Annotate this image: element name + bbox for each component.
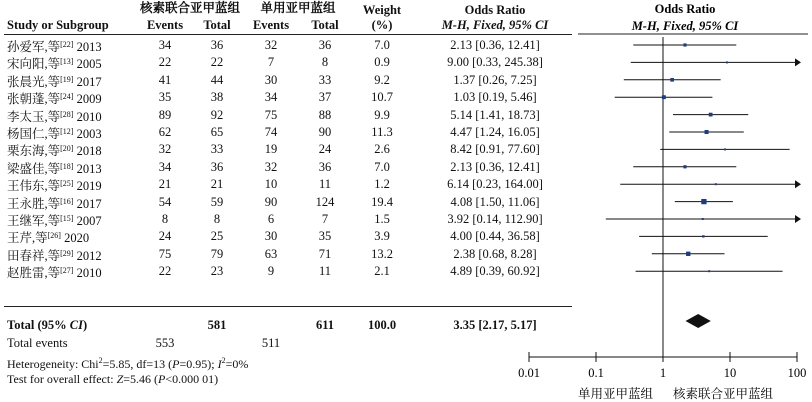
study-events-2: 32 <box>264 38 278 52</box>
study-year: 2003 <box>76 127 102 141</box>
weight-unit-header: (%) <box>371 18 393 32</box>
study-events-1: 32 <box>158 142 172 157</box>
ci-arrow <box>795 180 801 188</box>
study-author: 宋向阳,等 <box>7 57 61 72</box>
study-ci-text: 1.37 [0.26, 7.25] <box>453 72 537 87</box>
total-label: Total (95% CI) <box>7 318 88 332</box>
study-events-2: 6 <box>267 212 275 226</box>
study-events-2: 30 <box>264 72 278 87</box>
study-events-1: 41 <box>158 72 172 87</box>
study-author: 王继军,等 <box>7 214 61 228</box>
study-year: 2013 <box>76 40 102 54</box>
study-total-1: 38 <box>210 90 224 105</box>
study-events-2: 75 <box>264 107 278 122</box>
study-ci-text: 9.00 [0.33, 245.38] <box>447 55 543 70</box>
study-events-1: 35 <box>158 90 172 105</box>
study-author: 田春祥,等 <box>7 248 61 263</box>
study-author: 赵胜雷,等 <box>7 266 61 281</box>
study-point <box>670 78 674 82</box>
study-weight: 19.4 <box>371 194 393 209</box>
study-events-1: 89 <box>158 107 172 122</box>
total-events-e1: 553 <box>155 336 175 350</box>
study-point <box>702 235 704 237</box>
study-total-1: 36 <box>210 159 224 174</box>
study-events-1: 62 <box>158 125 172 139</box>
study-year: 2013 <box>76 161 102 176</box>
study-total-2: 124 <box>315 194 335 209</box>
study-total-1: 44 <box>210 72 224 87</box>
study-header: Study or Subgroup <box>7 18 109 32</box>
study-events-2: 19 <box>264 142 278 157</box>
study-author: 栗东海,等 <box>7 144 61 159</box>
or-header: Odds Ratio <box>464 3 526 17</box>
x-tick-label: 10 <box>723 366 737 380</box>
study-weight: 1.5 <box>374 212 390 226</box>
study-events-1: 54 <box>158 194 172 209</box>
study-ci-text: 4.89 [0.39, 60.92] <box>450 264 540 279</box>
study-events-1: 75 <box>158 246 172 261</box>
total-t1: 581 <box>207 318 227 332</box>
study-ref: [16] <box>60 196 74 206</box>
study-total-1: 23 <box>210 264 224 279</box>
study-ref: [27] <box>60 266 74 276</box>
or-method-header: M-H, Fixed, 95% CI <box>441 18 549 32</box>
study-events-2: 74 <box>264 125 278 139</box>
study-events-2: 32 <box>264 159 278 174</box>
study-events-1: 24 <box>158 229 172 244</box>
study-author: 张晨光,等 <box>7 74 61 89</box>
study-weight: 2.1 <box>374 264 390 279</box>
study-ref: [24] <box>60 92 74 102</box>
study-point <box>683 165 686 168</box>
group1-header: 核素联合亚甲蓝组 <box>139 1 240 15</box>
study-total-1: 22 <box>210 55 224 70</box>
study-point <box>701 199 706 204</box>
plot-title: Odds Ratio <box>654 2 716 16</box>
study-total-1: 36 <box>210 38 224 52</box>
study-events-1: 22 <box>158 55 172 70</box>
study-ref: [29] <box>60 248 74 258</box>
study-ci-text: 4.00 [0.44, 36.58] <box>450 229 540 244</box>
study-events-1: 34 <box>158 159 172 174</box>
x-tick-label: 0.01 <box>518 366 540 380</box>
study-year: 2010 <box>76 109 102 124</box>
ci-arrow <box>795 215 801 223</box>
events1-header: Events <box>146 18 184 32</box>
study-point <box>705 130 709 134</box>
study-ci-text: 4.47 [1.24, 16.05] <box>450 125 540 139</box>
study-year: 2018 <box>76 144 102 159</box>
study-ci-text: 3.92 [0.14, 112.90] <box>447 212 543 226</box>
weight-header: Weight <box>362 3 402 17</box>
total-events-e2: 511 <box>261 336 281 350</box>
study-total-2: 90 <box>318 125 332 139</box>
study-weight: 11.3 <box>371 125 393 139</box>
total-ci-text: 3.35 [2.17, 5.17] <box>453 318 537 332</box>
study-ci-text: 1.03 [0.19, 5.46] <box>453 90 537 105</box>
study-total-2: 36 <box>318 38 332 52</box>
study-weight: 7.0 <box>374 159 390 174</box>
study-year: 2012 <box>76 248 102 263</box>
study-weight: 0.9 <box>374 55 390 70</box>
study-total-2: 36 <box>318 159 332 174</box>
study-weight: 9.9 <box>374 107 390 122</box>
study-weight: 9.2 <box>374 72 390 87</box>
study-year: 2017 <box>76 74 102 89</box>
study-point <box>709 113 713 117</box>
study-year: 2005 <box>76 57 102 72</box>
study-weight: 10.7 <box>371 90 393 105</box>
study-total-2: 71 <box>318 246 332 261</box>
study-author: 杨国仁,等 <box>7 127 61 141</box>
study-ci-text: 8.42 [0.91, 77.60] <box>450 142 540 157</box>
study-total-2: 33 <box>318 72 332 87</box>
study-events-2: 34 <box>264 90 278 105</box>
study-year: 2017 <box>76 196 102 211</box>
study-weight: 7.0 <box>374 38 390 52</box>
study-ci-text: 2.38 [0.68, 8.28] <box>453 246 537 261</box>
total2-header: Total <box>311 18 339 32</box>
study-ref: [20] <box>60 144 74 154</box>
study-ci-text: 4.08 [1.50, 11.06] <box>450 194 540 209</box>
plot-marks <box>518 37 806 401</box>
study-author: 王芹,等 <box>7 231 48 246</box>
study-events-1: 8 <box>161 212 169 226</box>
study-point <box>683 43 686 46</box>
study-ci-text: 6.14 [0.23, 164.00] <box>447 177 543 192</box>
study-ref: [26] <box>47 231 61 241</box>
study-total-1: 8 <box>213 212 221 226</box>
study-weight: 3.9 <box>374 229 390 244</box>
favours-right: 核素联合亚甲蓝组 <box>673 387 774 401</box>
study-total-1: 25 <box>210 229 224 244</box>
study-weight: 1.2 <box>374 177 390 192</box>
study-point <box>715 183 717 185</box>
study-events-1: 22 <box>158 264 172 279</box>
study-point <box>662 95 666 99</box>
study-year: 2010 <box>76 266 102 281</box>
study-total-2: 11 <box>318 264 332 279</box>
study-events-2: 10 <box>264 177 278 192</box>
study-events-2: 7 <box>267 55 275 70</box>
study-ref: [19] <box>60 74 74 84</box>
study-author: 王伟东,等 <box>7 179 61 194</box>
overall-effect-text: Test for overall effect: Z=5.46 (P<0.000 01) <box>7 372 219 386</box>
study-total-1: 79 <box>210 246 224 261</box>
study-point <box>708 270 710 272</box>
study-events-2: 9 <box>267 264 275 279</box>
total-events-label: Total events <box>7 336 68 350</box>
study-events-1: 21 <box>158 177 172 192</box>
x-tick-label: 0.1 <box>588 366 604 380</box>
study-ref: [13] <box>60 57 74 67</box>
study-total-2: 88 <box>318 107 332 122</box>
total-weight: 100.0 <box>367 318 397 332</box>
study-author: 张朝蓬,等 <box>7 92 61 107</box>
study-total-2: 35 <box>318 229 332 244</box>
x-tick-label: 1 <box>659 366 667 380</box>
study-weight: 13.2 <box>371 246 393 261</box>
study-point <box>686 252 690 256</box>
study-ref: [28] <box>60 109 74 119</box>
heterogeneity-text: Heterogeneity: Chi$^2$=5.85, df=13 (P=0.95); $I^2=0\%$ <box>7 356 249 371</box>
ci-arrow <box>795 58 801 66</box>
study-year: 2007 <box>76 214 102 228</box>
study-author: 孙爱军,等 <box>7 40 61 54</box>
study-author: 梁盛佳,等 <box>7 161 61 176</box>
study-point <box>702 218 704 220</box>
study-ci-text: 2.13 [0.36, 12.41] <box>450 159 540 174</box>
study-total-1: 59 <box>210 194 224 209</box>
study-ref: [22] <box>60 40 74 49</box>
x-tick-label: 100 <box>787 366 807 380</box>
total-diamond <box>686 314 711 328</box>
total1-header: Total <box>203 18 231 32</box>
study-ref: [15] <box>60 214 74 223</box>
study-total-2: 7 <box>321 212 329 226</box>
study-weight: 2.6 <box>374 142 390 157</box>
events2-header: Events <box>252 18 290 32</box>
study-author: 王永胜,等 <box>7 196 61 211</box>
study-year: 2009 <box>76 92 102 107</box>
study-total-2: 8 <box>321 55 329 70</box>
study-events-1: 34 <box>158 38 172 52</box>
study-ref: [12] <box>60 127 74 136</box>
study-year: 2020 <box>64 231 90 246</box>
study-total-1: 92 <box>210 107 224 122</box>
favours-left: 单用亚甲蓝组 <box>577 387 653 401</box>
plot-method: M-H, Fixed, 95% CI <box>631 19 739 33</box>
study-events-2: 63 <box>264 246 278 261</box>
total-t2: 611 <box>315 318 335 332</box>
study-total-2: 37 <box>318 90 332 105</box>
study-total-1: 33 <box>210 142 224 157</box>
study-total-2: 24 <box>318 142 332 157</box>
study-point <box>726 61 728 63</box>
study-total-1: 21 <box>210 177 224 192</box>
study-ref: [18] <box>60 161 74 171</box>
study-total-1: 65 <box>210 125 224 139</box>
study-point <box>724 148 726 150</box>
group2-header: 单用亚甲蓝组 <box>260 1 336 15</box>
study-author: 李太玉,等 <box>7 109 61 124</box>
study-ref: [25] <box>60 179 74 189</box>
study-year: 2019 <box>76 179 102 194</box>
study-ci-text: 5.14 [1.41, 18.73] <box>450 107 540 122</box>
study-events-2: 30 <box>264 229 278 244</box>
study-ci-text: 2.13 [0.36, 12.41] <box>450 38 540 52</box>
study-total-2: 11 <box>318 177 332 192</box>
study-events-2: 90 <box>264 194 278 209</box>
